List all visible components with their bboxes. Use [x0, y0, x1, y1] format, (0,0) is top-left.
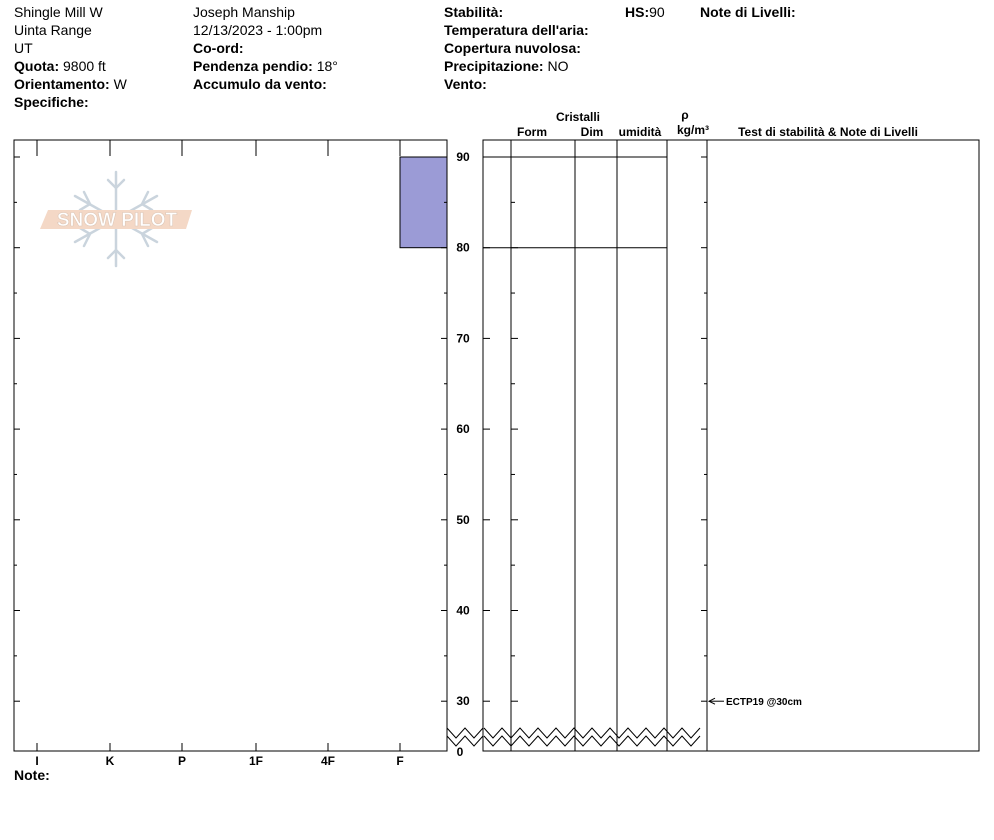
location-name: Shingle Mill W [14, 4, 103, 20]
wind-label: Vento: [444, 76, 487, 92]
hs-label: HS: [625, 4, 650, 20]
rho-header: ρ [681, 108, 689, 122]
depth-label-80: 80 [456, 240, 470, 255]
air-temp-label: Temperatura dell'aria: [444, 22, 589, 38]
aspect-label: Orientamento: [14, 76, 110, 92]
logo-text: SNOW PILOT [56, 210, 178, 231]
wind-loading-label: Accumulo da vento: [193, 76, 327, 92]
elevation-label: Quota: [14, 58, 60, 74]
stability-label: Stabilità: [444, 4, 504, 20]
slope-label: Pendenza pendio: [193, 58, 313, 74]
depth-label-60: 60 [456, 422, 470, 437]
hardness-label-f: F [396, 754, 404, 768]
hardness-label-1f: 1F [248, 754, 264, 768]
table-frame [483, 140, 979, 751]
hardness-plot-frame [14, 140, 447, 751]
table-columns [511, 140, 707, 751]
hs-value: 90 [649, 4, 665, 20]
coord-label: Co-ord: [193, 40, 244, 56]
density-unit-header: kg/m³ [676, 123, 709, 137]
hardness-label-4f: 4F [320, 754, 336, 768]
specifics-label: Specifiche: [14, 94, 89, 110]
elevation-value: 9800 ft [63, 58, 106, 74]
layers-group [400, 157, 447, 248]
precip-value: NO [547, 58, 569, 74]
depth-label-90: 90 [456, 150, 470, 164]
observer-name: Joseph Manship [193, 4, 295, 20]
dim-header: Dim [580, 125, 604, 139]
depth-label-30: 30 [456, 694, 470, 709]
break-zigzag-table-lower [484, 736, 700, 746]
state-name: UT [14, 40, 33, 56]
depth-label-70: 70 [456, 331, 470, 346]
crystals-header: Cristalli [555, 110, 600, 124]
depth-label-0: 0 [456, 745, 464, 759]
left-depth-ticks [14, 157, 20, 701]
test-label-0: ECTP19 @30cm [726, 697, 802, 709]
tests-header: Test di stabilità & Note di Livelli [738, 125, 918, 139]
note-label: Note: [14, 767, 50, 783]
aspect-value: W [113, 76, 127, 92]
hardness-label-k: K [105, 754, 115, 768]
precip-label: Precipitazione: [444, 58, 544, 74]
depth-label-40: 40 [456, 603, 470, 618]
depth-label-50: 50 [456, 512, 470, 527]
tests-group [709, 697, 802, 708]
cloud-cover-label: Copertura nuvolosa: [444, 40, 581, 56]
range-name: Uinta Range [14, 22, 92, 38]
hardness-label-p: P [177, 754, 187, 768]
hardness-label-i: I [35, 754, 39, 768]
axis-break [447, 728, 700, 746]
form-header: Form [517, 125, 547, 139]
layer-notes-label: Note di Livelli: [700, 4, 796, 20]
observation-datetime: 12/13/2023 - 1:00pm [193, 22, 323, 38]
layer-bar-0 [400, 157, 447, 248]
slope-value: 18° [316, 58, 338, 74]
moisture-header: umidità [618, 125, 662, 139]
snowpilot-logo [40, 172, 192, 266]
